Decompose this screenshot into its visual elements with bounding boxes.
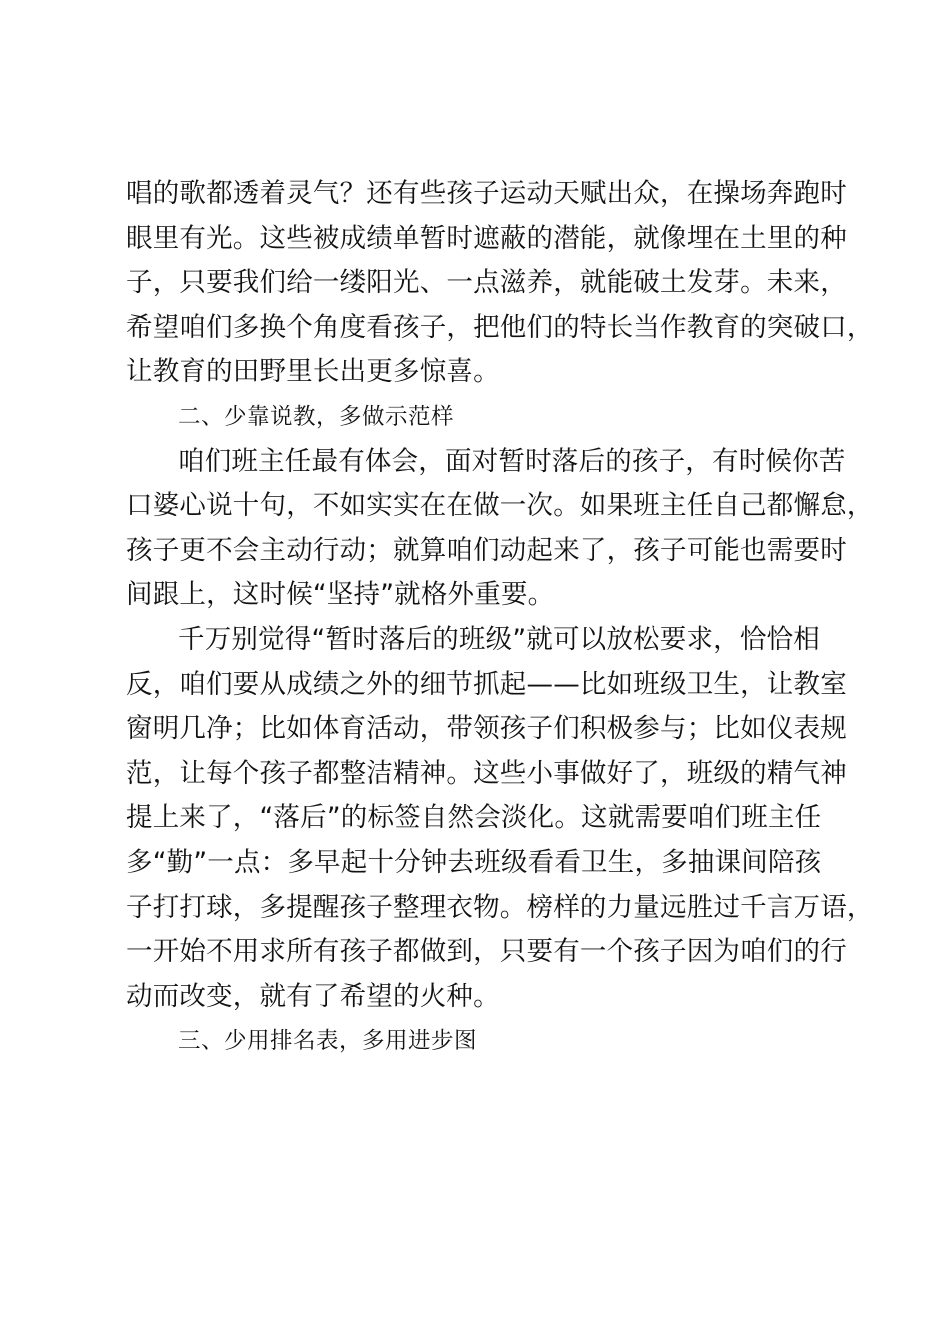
section-heading [126,395,866,440]
text-line: 子打打球，多提醒孩子整理衣物。榜样的力量远胜过千言万语， [126,891,874,923]
text-line: 反，咱们要从成绩之外的细节抓起——比如班级卫生，让教室 [126,668,847,700]
text-line: 让教育的田野里长出更多惊喜。 [126,356,500,388]
document-page [126,172,874,1064]
heading-text: 三、少用排名表，多用进步图 [178,1028,478,1055]
text-line: 咱们班主任最有体会，面对暂时落后的孩子，有时候你苦 [178,445,846,477]
text-line: 千万别觉得“暂时落后的班级”就可以放松要求，恰恰相 [178,623,820,655]
text-line: 间跟上，这时候“坚持”就格外重要。 [126,579,555,611]
text-line: 多“勤”一点：多早起十分钟去班级看看卫生，多抽课间陪孩 [126,846,822,878]
text-line: 一开始不用求所有孩子都做到，只要有一个孩子因为咱们的行 [126,936,847,968]
section-heading [126,1019,866,1064]
text-line: 窗明几净；比如体育活动，带领孩子们积极参与；比如仪表规 [126,713,847,745]
text-line: 口婆心说十句，不如实实在在做一次。如果班主任自己都懈怠， [126,490,874,522]
text-line: 范，让每个孩子都整洁精神。这些小事做好了，班级的精气神 [126,757,847,789]
heading-text: 二、少靠说教，多做示范样 [178,403,455,430]
paragraph [126,172,874,395]
text-line: 子，只要我们给一缕阳光、一点滋养，就能破土发芽。未来， [126,267,847,299]
text-line: 眼里有光。这些被成绩单暂时遮蔽的潜能，就像埋在土里的种 [126,222,847,254]
paragraph [126,618,874,1019]
text-line: 唱的歌都透着灵气？还有些孩子运动天赋出众，在操场奔跑时 [126,178,847,209]
text-line: 孩子更不会主动行动；就算咱们动起来了，孩子可能也需要时 [126,534,847,566]
text-line: 希望咱们多换个角度看孩子，把他们的特长当作教育的突破口， [126,311,874,343]
paragraph [126,440,874,618]
text-line: 动而改变，就有了希望的火种。 [126,980,500,1012]
text-line: 提上来了，“落后”的标签自然会淡化。这就需要咱们班主任 [126,802,822,834]
